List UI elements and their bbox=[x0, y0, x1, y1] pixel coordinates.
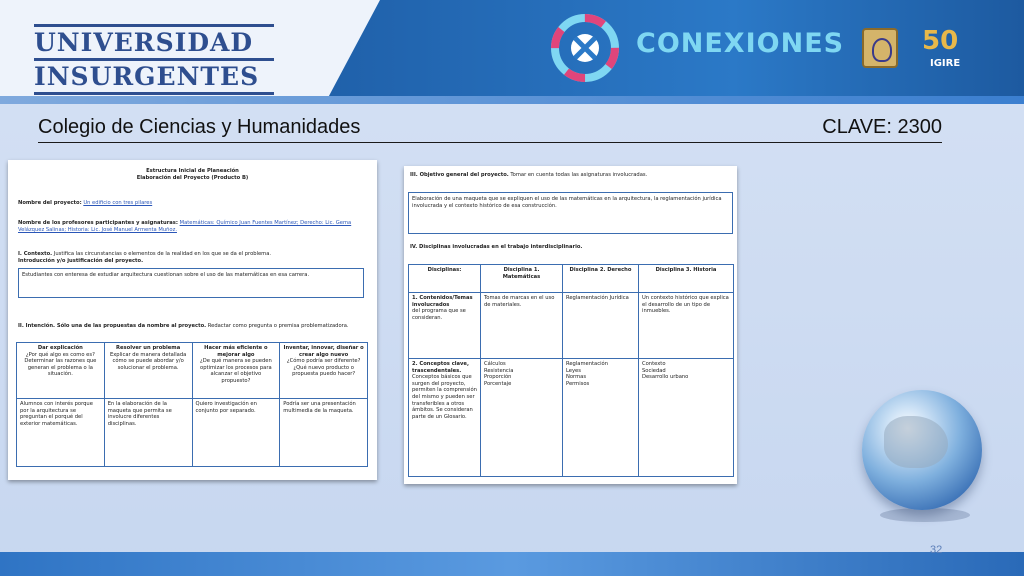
page-number: 32 bbox=[930, 544, 943, 556]
section1-sub: Introducción y/o justificación del proyecto. bbox=[18, 257, 144, 264]
row1-math: Tomas de marcas en el uso de materiales. bbox=[481, 293, 563, 359]
header-stripe bbox=[0, 96, 1024, 104]
anniversary-number: 50 bbox=[922, 26, 959, 56]
doc-a-heading2: Elaboración del Proyecto (Producto B) bbox=[136, 174, 249, 181]
row1-law: Reglamentación Jurídica bbox=[563, 293, 639, 359]
title-left: Colegio de Ciencias y Humanidades bbox=[38, 116, 361, 138]
unam-seal-icon bbox=[862, 28, 898, 68]
teachers-value: Matemáticas: Químico Juan Fuentes Martínez; Derecho: Lic. Gema Velázquez Salinas; Historia: Lic. José Manuel Armenta Muñoz. bbox=[18, 220, 352, 233]
section1-box: Estudiantes con enteresa de estudiar arquitectura cuestionan sobre el uso de las matemáticas en esa carrera. bbox=[18, 268, 364, 298]
row2-history: Contexto Sociedad Desarrollo urbano bbox=[639, 359, 734, 477]
intention-answer-3: Quiero investigación en conjunto por separado. bbox=[192, 399, 280, 467]
university-name-line2: INSURGENTES bbox=[34, 62, 260, 91]
university-logo bbox=[34, 22, 274, 97]
intention-col-1: Dar explicación ¿Por qué algo es como es? Determinar las razones que generan el problema o la situación. bbox=[17, 343, 105, 399]
col-header-math: Disciplina 1. Matemáticas bbox=[481, 265, 563, 293]
planning-document-b bbox=[404, 166, 737, 484]
footer-bar bbox=[0, 552, 1024, 576]
row1-label-cell: 1. Contenidos/Temas involucrados del programa que se consideran. bbox=[409, 293, 481, 359]
col-header-history: Disciplina 3. Historia bbox=[639, 265, 734, 293]
planning-document-a bbox=[8, 160, 377, 480]
project-name-value: Un edificio con tres pilares bbox=[83, 200, 153, 206]
section4-label: IV. Disciplinas involucradas en el trabajo interdisciplinario. bbox=[410, 244, 583, 250]
section1-label: I. Contexto. bbox=[18, 251, 53, 257]
intention-answer-1: Alumnos con interés porque por la arquitectura se preguntan el porqué del exterior matemáticas. bbox=[17, 399, 105, 467]
row2-law: Reglamentación Leyes Normas Permisos bbox=[563, 359, 639, 477]
globe-shadow bbox=[880, 508, 970, 522]
section2-text: Redactar como pregunta o premisa problematizadora. bbox=[207, 323, 349, 329]
doc-a-heading1: Estructura Inicial de Planeación bbox=[146, 168, 239, 174]
col-header-law: Disciplina 2. Derecho bbox=[563, 265, 639, 293]
conexiones-brand: CONEXIONES bbox=[636, 28, 845, 59]
intention-col-3: Hacer más eficiente o mejorar algo ¿De qué manera se pueden optimizar los procesos para alcanzar el objetivo propuesto? bbox=[192, 343, 280, 399]
teachers-label: Nombre de los profesores participantes y asignaturas: bbox=[18, 220, 178, 226]
disciplines-table bbox=[408, 264, 734, 477]
conexiones-logo-icon bbox=[547, 10, 623, 86]
section3-text: Tomar en cuenta todas las asignaturas involucradas. bbox=[510, 172, 648, 178]
project-name-label: Nombre del proyecto: bbox=[18, 200, 82, 206]
row2-label-cell: 2. Conceptos clave, trascendentales. Conceptos básicos que surgen del proyecto, permiten la comprensión del mismo y pueden ser transferibles a otros ámbitos. Se consideran parte de un Glosario. bbox=[409, 359, 481, 477]
section2-label: II. Intención. Sólo una de las propuestas da nombre al proyecto. bbox=[18, 323, 207, 329]
globe-icon bbox=[862, 390, 982, 510]
intention-col-4: Inventar, innovar, diseñar o crear algo nuevo ¿Cómo podría ser diferente? ¿Qué nuevo producto o propuesta puedo hacer? bbox=[280, 343, 368, 399]
slide-title bbox=[38, 116, 942, 143]
col-header-disciplines: Disciplinas: bbox=[409, 265, 481, 293]
anniversary-text: IGIRE bbox=[930, 58, 961, 69]
row2-math: Cálculos Resistencia Proporción Porcentaje bbox=[481, 359, 563, 477]
university-name-line1: UNIVERSIDAD bbox=[34, 28, 254, 57]
row1-history: Un contexto histórico que explica el desarrollo de un tipo de inmuebles. bbox=[639, 293, 734, 359]
section1-text: Justifica las circunstancias o elementos de la realidad en los que se da el problema. bbox=[53, 251, 272, 257]
title-right: CLAVE: 2300 bbox=[822, 116, 942, 138]
intention-answer-4: Podría ser una presentación multimedia de la maqueta. bbox=[280, 399, 368, 467]
section3-box: Elaboración de una maqueta que se expliquen el uso de las matemáticas en la arquitectura, la reglamentación jurídica involucrada y el contexto histórico de esa construcción. bbox=[408, 192, 733, 234]
anniversary-badge bbox=[922, 26, 978, 72]
intention-col-2: Resolver un problema Explicar de manera detallada cómo se puede abordar y/o solucionar el problema. bbox=[104, 343, 192, 399]
section3-label: III. Objetivo general del proyecto. bbox=[410, 172, 509, 178]
intention-table bbox=[16, 342, 368, 467]
intention-answer-2: En la elaboración de la maqueta que permita se involucre diferentes disciplinas. bbox=[104, 399, 192, 467]
